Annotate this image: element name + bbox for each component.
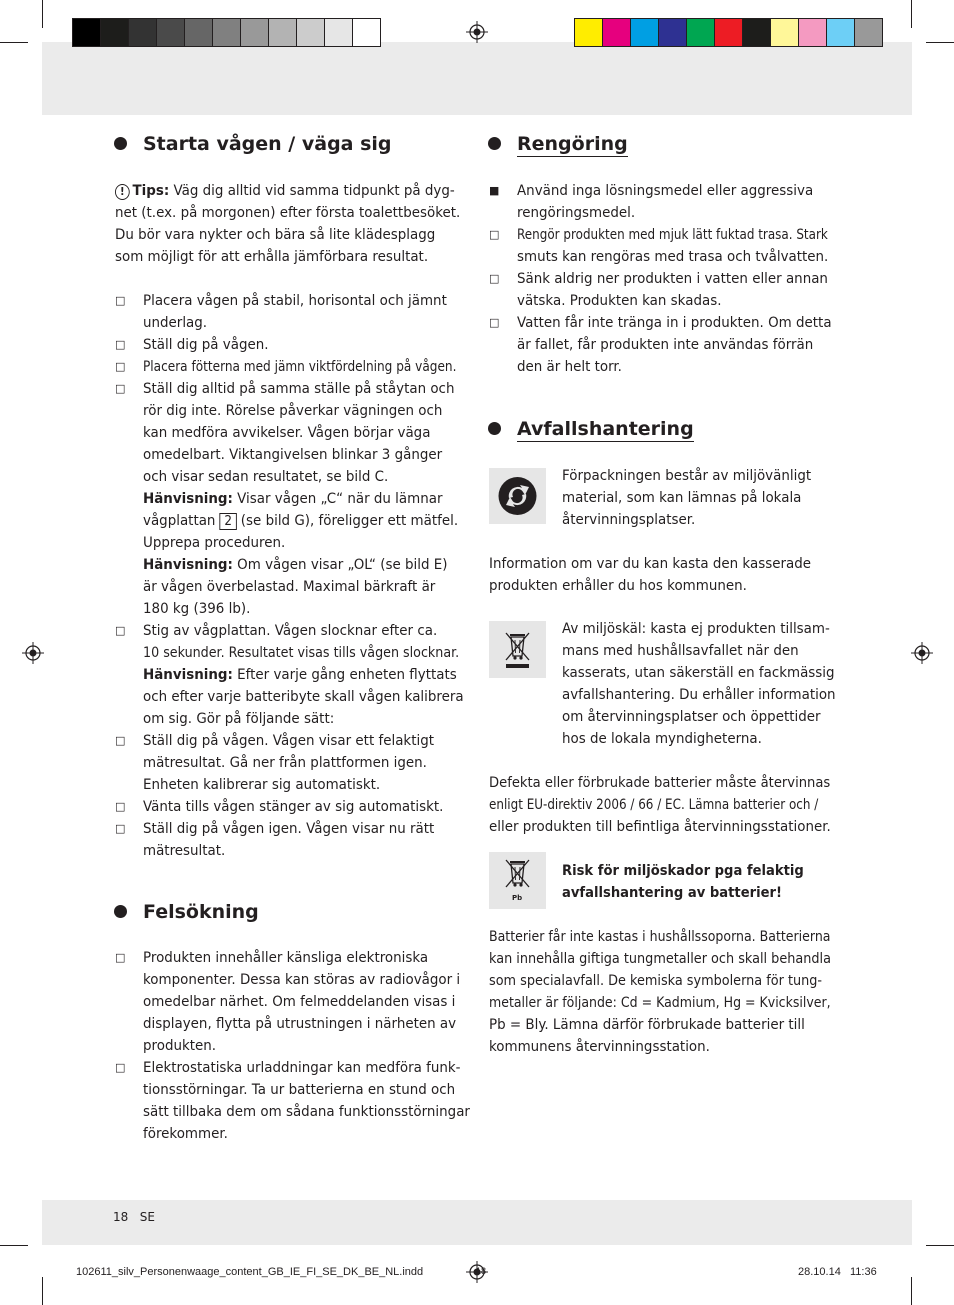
pb-label: Pb bbox=[512, 894, 523, 902]
weee-text: Av miljöskäl: kasta ej produkten tillsam- mans med hushållsavfallet när den kasserats, utan säkerställ en fackmässig avfallshantering. Du erhåller information om återvinningsplatser och öppettider hos de lokala myndigheterna. bbox=[562, 620, 836, 747]
crop-mark bbox=[926, 42, 954, 43]
color-swatch bbox=[268, 18, 297, 47]
recycling-icon bbox=[489, 468, 546, 524]
color-swatch bbox=[742, 18, 771, 47]
color-swatch bbox=[826, 18, 855, 47]
checkbox-bullet-icon: □ bbox=[115, 734, 126, 747]
checkbox-bullet-icon: □ bbox=[115, 624, 126, 637]
color-swatch bbox=[72, 18, 101, 47]
list-item: Sänk aldrig ner produkten i vatten eller annan bbox=[517, 270, 828, 287]
slug-page-ref: 18 bbox=[476, 1266, 487, 1276]
color-swatch bbox=[184, 18, 213, 47]
bullet-dot-icon bbox=[488, 137, 501, 150]
checkbox-bullet-icon: □ bbox=[115, 360, 126, 373]
registration-mark-icon bbox=[22, 642, 44, 664]
checkbox-bullet-icon: □ bbox=[489, 316, 500, 329]
filled-square-bullet-icon: ■ bbox=[489, 184, 500, 197]
battery-warning: Risk för miljöskador pga felaktig avfallshantering av batterier! bbox=[562, 862, 804, 901]
page-number: 18 SE bbox=[113, 1210, 155, 1224]
battery-bin-icon bbox=[489, 852, 546, 909]
list-item: Ställ dig på vågen igen. Vågen visar nu rätt bbox=[143, 820, 435, 837]
header-panel bbox=[42, 42, 912, 115]
checkbox-bullet-icon: □ bbox=[115, 382, 126, 395]
crop-mark bbox=[0, 1245, 28, 1246]
list-item: Vänta tills vågen stänger av sig automatiskt. bbox=[143, 798, 444, 815]
list-item: Elektrostatiska urladdningar kan medföra funk- bbox=[143, 1059, 461, 1076]
color-swatch bbox=[686, 18, 715, 47]
list-item: Ställ dig på vågen. bbox=[143, 336, 269, 353]
color-swatch bbox=[770, 18, 799, 47]
packaging-text: Förpackningen består av miljövänligt material, som kan lämnas på lokala återvinningsplatser. bbox=[562, 467, 812, 528]
info-text: Information om var du kan kasta den kasserade produkten erhåller du hos kommunen. bbox=[489, 555, 811, 594]
crop-mark bbox=[911, 0, 912, 28]
checkbox-bullet-icon: □ bbox=[489, 228, 500, 241]
crop-mark bbox=[926, 1245, 954, 1246]
list-item: Stig av vågplattan. Vågen slocknar efter ca. bbox=[143, 622, 438, 639]
registration-mark-icon bbox=[911, 642, 933, 664]
list-item: Ställ dig alltid på samma ställe på ståytan och bbox=[143, 380, 455, 397]
crop-mark bbox=[42, 1277, 43, 1305]
footer-panel bbox=[42, 1200, 912, 1245]
tip-paragraph: ! Tips: Väg dig alltid vid samma tidpunkt på dyg- net (t.ex. på morgonen) efter första toalettbesöket. Du bör vara nykter och bära så lite klädesplagg som möjligt för att erhålla jämförbara resultat. bbox=[115, 182, 461, 265]
color-swatch bbox=[212, 18, 241, 47]
section-title-start: Starta vågen / väga sig bbox=[143, 133, 392, 155]
checkbox-bullet-icon: □ bbox=[115, 1061, 126, 1074]
checkbox-bullet-icon: □ bbox=[489, 272, 500, 285]
color-swatch bbox=[854, 18, 883, 47]
final-text: Batterier får inte kastas i hushållssoporna. Batterierna kan innehålla giftiga tungmetaller och skall behandla som specialavfall. De kemiska symbolerna för tung- metaller är följande: Cd = Kadmium, Hg = Kvicksilver, Pb = Bly. Lämna därför förbrukade batterier till kommunens återvinningsstation. bbox=[489, 928, 831, 1055]
list-item: Använd inga lösningsmedel eller aggressiva bbox=[517, 182, 814, 199]
registration-mark-icon bbox=[466, 21, 488, 43]
crop-mark bbox=[911, 1277, 912, 1305]
list-item: Placera fötterna med jämn viktfördelning på vågen. bbox=[143, 358, 457, 375]
bullet-dot-icon bbox=[488, 422, 501, 435]
trouble-list: Produkten innehåller känsliga elektroniska komponenter. Dessa kan störas av radiovågor i omedelbar närhet. Om felmeddelanden visas i displayen, flytta på utrustningen i närheten av produkten. Elektrostatiska urladdningar kan medföra funk- tionsstörningar. Ta ur batterierna en stund och sätt tillbaka dem om sådana funktionsstörningar förekommer. bbox=[143, 949, 470, 1142]
slug-date: 28.10.14 11:36 bbox=[798, 1266, 877, 1278]
color-swatch bbox=[352, 18, 381, 47]
crossed-bin-icon bbox=[489, 621, 546, 678]
section-title-trouble: Felsökning bbox=[143, 901, 259, 923]
checkbox-bullet-icon: □ bbox=[115, 951, 126, 964]
color-swatch bbox=[296, 18, 325, 47]
list-item: Produkten innehåller känsliga elektroniska bbox=[143, 949, 429, 966]
cleaning-list: Använd inga lösningsmedel eller aggressiva rengöringsmedel. Rengör produkten med mjuk lätt fuktad trasa. Stark smuts kan rengöras med trasa och tvålvatten. Sänk aldrig ner produkten i vatten eller annan vätska. Produkten kan skadas. Vatten får inte tränga in i produkten. Om detta är fallet, får produkten inte användas förrän den är helt torr. bbox=[517, 180, 842, 378]
list-item: Ställ dig på vågen. Vågen visar ett felaktigt bbox=[143, 732, 434, 749]
battery-text: Defekta eller förbrukade batterier måste återvinnas enligt EU-direktiv 2006 / 66 / EC. Lämna batterier och / eller produkten till befintliga återvinningsstationer. bbox=[489, 774, 831, 835]
checkbox-bullet-icon: □ bbox=[115, 294, 126, 307]
color-swatch bbox=[100, 18, 129, 47]
list-item: Placera vågen på stabil, horisontal och jämnt bbox=[143, 292, 447, 309]
color-swatch bbox=[798, 18, 827, 47]
color-swatch bbox=[574, 18, 603, 47]
key-number-box: 2 bbox=[220, 513, 237, 530]
color-swatch bbox=[658, 18, 687, 47]
bullet-dot-icon bbox=[114, 137, 127, 150]
list-item: Vatten får inte tränga in i produkten. Om detta bbox=[517, 314, 832, 331]
steps-list: Placera vågen på stabil, horisontal och jämnt underlag. Ställ dig på vågen. Placera fötterna med jämn viktfördelning på vågen. Ställ dig alltid på samma ställe på ståytan och rör dig inte. Rörelse påverkar vägningen och kan medföra avvikelser. Vågen börjar väga omedelbart. Viktangivelsen blinkar 3 gånger och visar sedan resultatet, se bild C. Hänvisning: Visar vågen „C“ när du lämnar vågplattan 2 (se bild G), föreligger ett mätfel. Upprepa proceduren. Hänvisning: Om vågen visar „OL“ (se bild E) är vågen överbelastad. Maximal bärkraft är 180 kg (396 lb). Stig av vågplattan. Vågen slocknar efter ca. 10 sekunder. Resultatet visas tills vågen slocknar. Hänvisning: Efter varje gång enheten flyttats och efter varje batteribyte skall vågen kalibrera om sig. Gör på följande sätt: Ställ dig på vågen. Vågen visar ett felaktigt mätresultat. Gå ner från plattformen igen. Enheten kalibrerar sig automatiskt. Vänta tills vågen stänger av sig automatiskt. Ställ dig på vågen igen. Vågen visar nu rätt mätresultat. bbox=[143, 290, 468, 862]
color-swatch bbox=[324, 18, 353, 47]
list-item: Rengör produkten med mjuk lätt fuktad trasa. Stark bbox=[517, 226, 828, 243]
bullet-dot-icon bbox=[114, 905, 127, 918]
color-swatch bbox=[714, 18, 743, 47]
checkbox-bullet-icon: □ bbox=[115, 338, 126, 351]
color-swatch bbox=[602, 18, 631, 47]
slug-filename: 102611_silv_Personenwaage_content_GB_IE_FI_SE_DK_BE_NL.indd bbox=[76, 1266, 424, 1278]
warning-icon: ! bbox=[115, 184, 130, 200]
color-swatch bbox=[240, 18, 269, 47]
color-swatch bbox=[156, 18, 185, 47]
section-title-disposal: Avfallshantering bbox=[517, 418, 694, 440]
color-swatch bbox=[630, 18, 659, 47]
color-swatch bbox=[128, 18, 157, 47]
checkbox-bullet-icon: □ bbox=[115, 800, 126, 813]
crop-mark bbox=[0, 42, 28, 43]
section-title-cleaning: Rengöring bbox=[517, 133, 628, 155]
crop-mark bbox=[42, 0, 43, 28]
checkbox-bullet-icon: □ bbox=[115, 822, 126, 835]
